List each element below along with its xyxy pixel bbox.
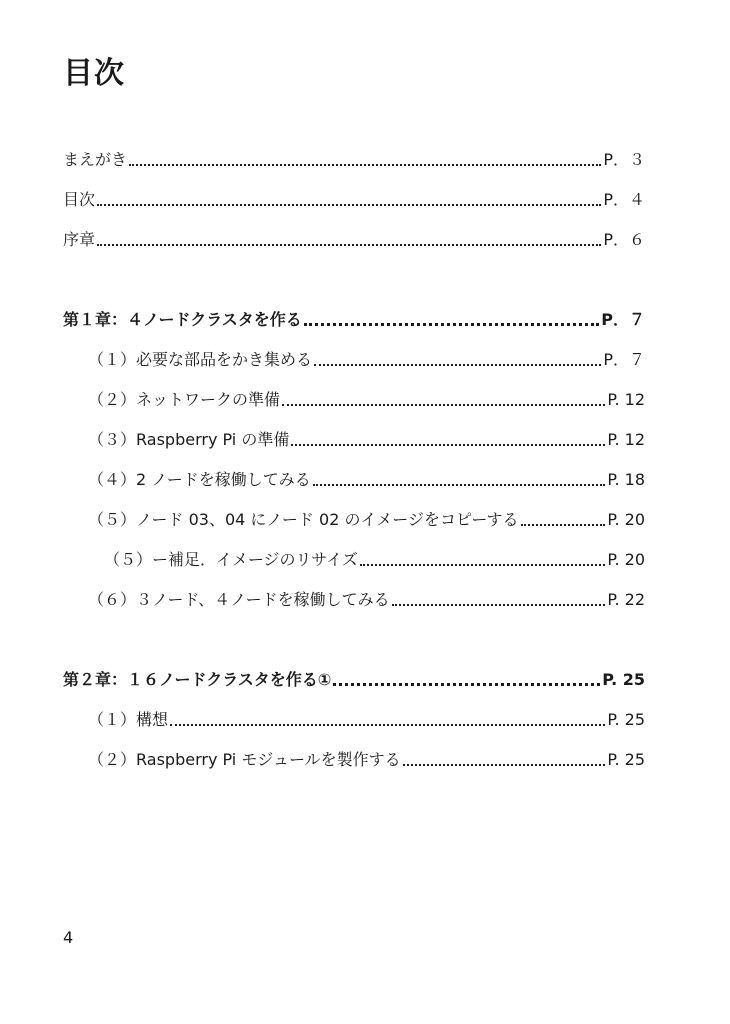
toc-label: 第２章：１６ノードクラスタを作る① <box>63 670 332 689</box>
toc-label: （２）Raspberry Pi モジュールを製作する <box>88 750 401 769</box>
toc-page: P．３ <box>603 150 645 169</box>
toc-label: 序章 <box>63 230 96 249</box>
page-number: 4 <box>63 928 74 947</box>
toc-label: （４）2 ノードを稼働してみる <box>88 470 311 489</box>
toc-label: まえがき <box>63 150 128 169</box>
toc-label: （１）構想 <box>88 710 169 729</box>
toc-page: P. 12 <box>607 430 645 449</box>
toc-label: 第１章：４ノードクラスタを作る <box>63 310 302 329</box>
toc-page: P. 22 <box>607 590 645 609</box>
toc-entry-chapter-1 <box>63 308 645 332</box>
toc-page: P. 25 <box>607 710 645 729</box>
dot-leader <box>521 524 606 526</box>
dot-leader <box>360 564 605 566</box>
toc-label: 目次 <box>63 190 96 209</box>
toc-entry-1-5-supplement <box>104 548 645 572</box>
dot-leader <box>313 484 606 486</box>
toc-page: P．６ <box>603 230 645 249</box>
toc-label: （５）ノード 03、04 にノード 02 のイメージをコピーする <box>88 510 519 529</box>
toc-entry-1-3 <box>88 428 645 452</box>
dot-leader <box>129 164 601 166</box>
dot-leader <box>97 204 601 206</box>
toc-entry-1-1 <box>88 348 645 372</box>
toc-entry-contents <box>63 188 645 212</box>
toc-page: P. 25 <box>602 670 645 689</box>
dot-leader <box>304 323 600 326</box>
toc-label: （６）３ノード、４ノードを稼働してみる <box>88 590 390 609</box>
toc-entry-preface <box>63 148 645 172</box>
dot-leader <box>333 683 600 686</box>
toc-page: P. 18 <box>607 470 645 489</box>
toc-page: P. 12 <box>607 390 645 409</box>
toc-page: P. 20 <box>607 550 645 569</box>
toc-entry-chapter-2 <box>63 668 645 692</box>
toc-entry-1-6 <box>88 588 645 612</box>
dot-leader <box>282 404 605 406</box>
toc-entry-1-2 <box>88 388 645 412</box>
toc-page: P. 25 <box>607 750 645 769</box>
toc-page: P．７ <box>603 350 645 369</box>
toc-page: P. 20 <box>607 510 645 529</box>
toc-label: （３）Raspberry Pi の準備 <box>88 430 290 449</box>
toc-label: （５）ー補足．イメージのリサイズ <box>104 550 358 569</box>
toc-page: P．７ <box>601 310 645 329</box>
dot-leader <box>291 444 605 446</box>
toc-entry-prologue <box>63 228 645 252</box>
toc-label: （１）必要な部品をかき集める <box>88 350 313 369</box>
dot-leader <box>170 724 605 726</box>
toc-page: P．４ <box>603 190 645 209</box>
dot-leader <box>97 244 601 246</box>
toc-entry-2-1 <box>88 708 645 732</box>
dot-leader <box>392 604 606 606</box>
dot-leader <box>314 364 601 366</box>
page-title: 目次 <box>63 56 125 91</box>
toc-entry-2-2 <box>88 748 645 772</box>
toc-entry-1-4 <box>88 468 645 492</box>
toc-entry-1-5 <box>88 508 645 532</box>
toc-label: （２）ネットワークの準備 <box>88 390 281 409</box>
dot-leader <box>403 764 606 766</box>
